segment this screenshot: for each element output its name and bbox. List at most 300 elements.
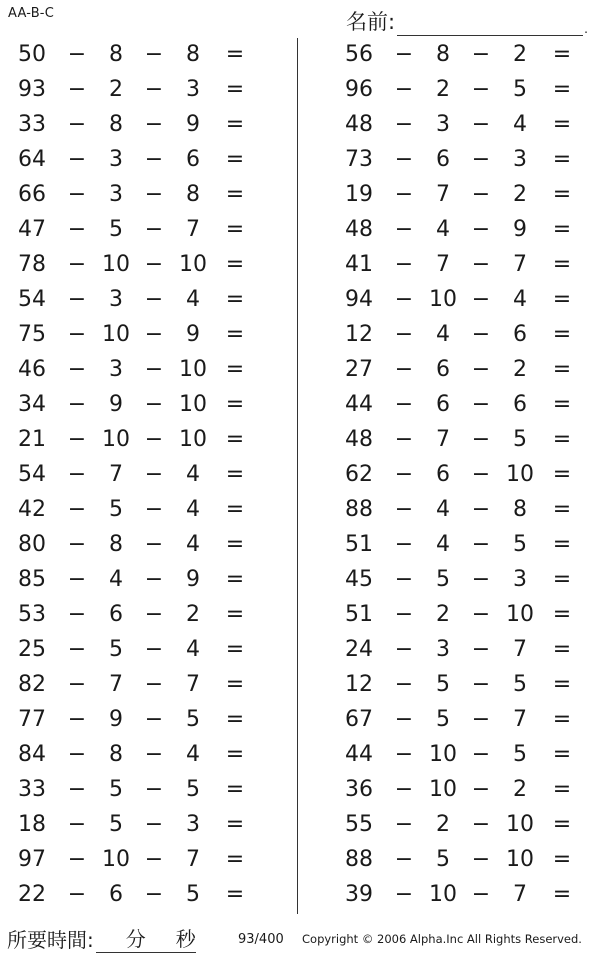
minus-sign: −: [471, 252, 491, 277]
problem-row: [0, 493, 280, 528]
subtrahend-2: 5: [513, 532, 527, 557]
minus-sign: −: [394, 147, 414, 172]
equals-sign: =: [552, 637, 572, 662]
subtrahend-1: 7: [436, 182, 450, 207]
subtrahend-2: 4: [186, 637, 200, 662]
equals-sign: =: [225, 602, 245, 627]
equals-sign: =: [225, 882, 245, 907]
subtrahend-2: 3: [186, 77, 200, 102]
subtrahend-2: 8: [186, 182, 200, 207]
subtrahend-2: 3: [513, 567, 527, 592]
subtrahend-1: 6: [436, 462, 450, 487]
problem-row: [327, 388, 600, 423]
problem-row: [0, 73, 280, 108]
minuend: 54: [18, 462, 46, 487]
minus-sign: −: [471, 147, 491, 172]
minuend: 56: [345, 42, 373, 67]
subtrahend-2: 10: [179, 357, 207, 382]
subtrahend-1: 8: [109, 532, 123, 557]
subtrahend-1: 5: [436, 847, 450, 872]
subtrahend-1: 9: [109, 392, 123, 417]
minuend: 62: [345, 462, 373, 487]
minutes-label: 分: [125, 927, 146, 951]
minus-sign: −: [471, 112, 491, 137]
problem-row: [327, 73, 600, 108]
minuend: 47: [18, 217, 46, 242]
problem-row: [327, 808, 600, 843]
problem-row: [327, 493, 600, 528]
minus-sign: −: [144, 672, 164, 697]
subtrahend-1: 5: [436, 672, 450, 697]
minus-sign: −: [144, 42, 164, 67]
subtrahend-2: 5: [513, 742, 527, 767]
subtrahend-1: 7: [436, 427, 450, 452]
subtrahend-1: 5: [109, 497, 123, 522]
subtrahend-2: 8: [186, 42, 200, 67]
minus-sign: −: [144, 77, 164, 102]
minus-sign: −: [67, 812, 87, 837]
minuend: 48: [345, 112, 373, 137]
subtrahend-1: 8: [109, 742, 123, 767]
subtrahend-2: 5: [513, 672, 527, 697]
minus-sign: −: [471, 742, 491, 767]
minuend: 24: [345, 637, 373, 662]
minuend: 44: [345, 742, 373, 767]
problem-row: [0, 773, 280, 808]
problem-row: [0, 738, 280, 773]
minuend: 82: [18, 672, 46, 697]
minus-sign: −: [394, 812, 414, 837]
name-field[interactable]: [346, 6, 588, 36]
name-label: 名前:: [346, 10, 396, 34]
problem-row: [0, 843, 280, 878]
problem-row: [327, 563, 600, 598]
time-slot[interactable]: [96, 928, 196, 953]
problem-row: [327, 878, 600, 913]
minuend: 12: [345, 672, 373, 697]
minus-sign: −: [144, 182, 164, 207]
subtrahend-1: 7: [109, 672, 123, 697]
subtrahend-1: 3: [109, 287, 123, 312]
minus-sign: −: [471, 462, 491, 487]
minus-sign: −: [394, 392, 414, 417]
subtrahend-1: 9: [109, 707, 123, 732]
subtrahend-1: 5: [109, 637, 123, 662]
equals-sign: =: [552, 567, 572, 592]
subtrahend-2: 9: [186, 112, 200, 137]
minus-sign: −: [144, 112, 164, 137]
minus-sign: −: [471, 497, 491, 522]
minus-sign: −: [67, 602, 87, 627]
minus-sign: −: [67, 567, 87, 592]
minuend: 80: [18, 532, 46, 557]
subtrahend-2: 6: [513, 322, 527, 347]
minus-sign: −: [471, 322, 491, 347]
problem-row: [0, 143, 280, 178]
subtrahend-1: 6: [109, 602, 123, 627]
subtrahend-1: 8: [436, 42, 450, 67]
minuend: 48: [345, 427, 373, 452]
minus-sign: −: [394, 112, 414, 137]
problem-row: [0, 38, 280, 73]
problem-row: [327, 248, 600, 283]
subtrahend-2: 2: [186, 602, 200, 627]
problem-row: [327, 213, 600, 248]
minuend: 51: [345, 532, 373, 557]
minuend: 67: [345, 707, 373, 732]
minuend: 34: [18, 392, 46, 417]
minus-sign: −: [67, 217, 87, 242]
problem-row: [327, 458, 600, 493]
minus-sign: −: [394, 532, 414, 557]
minus-sign: −: [394, 287, 414, 312]
minus-sign: −: [67, 847, 87, 872]
copyright-notice: Copyright © 2006 Alpha.Inc All Rights Reserved.: [302, 932, 582, 946]
subtrahend-2: 10: [506, 602, 534, 627]
problem-row: [0, 878, 280, 913]
minuend: 42: [18, 497, 46, 522]
subtrahend-2: 6: [186, 147, 200, 172]
minus-sign: −: [394, 882, 414, 907]
equals-sign: =: [552, 322, 572, 347]
seconds-label: 秒: [175, 927, 196, 951]
subtrahend-2: 7: [513, 252, 527, 277]
subtrahend-1: 10: [102, 252, 130, 277]
equals-sign: =: [225, 742, 245, 767]
minuend: 78: [18, 252, 46, 277]
subtrahend-2: 5: [186, 707, 200, 732]
minus-sign: −: [67, 42, 87, 67]
minus-sign: −: [471, 637, 491, 662]
minus-sign: −: [394, 462, 414, 487]
minuend: 18: [18, 812, 46, 837]
minus-sign: −: [67, 147, 87, 172]
problem-row: [0, 633, 280, 668]
minus-sign: −: [471, 812, 491, 837]
subtrahend-2: 4: [186, 287, 200, 312]
minus-sign: −: [67, 112, 87, 137]
subtrahend-1: 5: [436, 567, 450, 592]
equals-sign: =: [225, 287, 245, 312]
minus-sign: −: [471, 602, 491, 627]
minuend: 66: [18, 182, 46, 207]
subtrahend-1: 4: [436, 322, 450, 347]
equals-sign: =: [552, 882, 572, 907]
equals-sign: =: [552, 812, 572, 837]
minus-sign: −: [471, 287, 491, 312]
subtrahend-2: 10: [179, 252, 207, 277]
subtrahend-1: 10: [429, 287, 457, 312]
minus-sign: −: [471, 672, 491, 697]
subtrahend-2: 5: [513, 427, 527, 452]
subtrahend-2: 10: [179, 392, 207, 417]
minus-sign: −: [144, 497, 164, 522]
subtrahend-2: 4: [513, 287, 527, 312]
minuend: 22: [18, 882, 46, 907]
subtrahend-2: 3: [186, 812, 200, 837]
minus-sign: −: [144, 742, 164, 767]
equals-sign: =: [552, 392, 572, 417]
subtrahend-1: 10: [102, 322, 130, 347]
equals-sign: =: [225, 567, 245, 592]
problem-row: [327, 633, 600, 668]
subtrahend-2: 9: [186, 567, 200, 592]
problem-row: [327, 598, 600, 633]
problem-row: [327, 423, 600, 458]
problem-row: [327, 843, 600, 878]
subtrahend-1: 5: [109, 777, 123, 802]
minus-sign: −: [394, 252, 414, 277]
problem-row: [0, 213, 280, 248]
minus-sign: −: [144, 252, 164, 277]
minuend: 88: [345, 847, 373, 872]
minus-sign: −: [144, 637, 164, 662]
minuend: 45: [345, 567, 373, 592]
equals-sign: =: [552, 777, 572, 802]
name-end-mark: .: [584, 22, 588, 36]
minus-sign: −: [67, 427, 87, 452]
subtrahend-1: 10: [102, 847, 130, 872]
minus-sign: −: [471, 392, 491, 417]
problem-row: [0, 563, 280, 598]
equals-sign: =: [225, 217, 245, 242]
minuend: 48: [345, 217, 373, 242]
equals-sign: =: [552, 462, 572, 487]
minus-sign: −: [394, 777, 414, 802]
minus-sign: −: [471, 707, 491, 732]
minuend: 19: [345, 182, 373, 207]
subtrahend-1: 5: [109, 812, 123, 837]
equals-sign: =: [552, 112, 572, 137]
minus-sign: −: [394, 637, 414, 662]
minus-sign: −: [144, 602, 164, 627]
minus-sign: −: [394, 847, 414, 872]
minus-sign: −: [471, 532, 491, 557]
minuend: 96: [345, 77, 373, 102]
minus-sign: −: [67, 322, 87, 347]
equals-sign: =: [552, 147, 572, 172]
time-label: 所要時間:: [7, 928, 94, 952]
equals-sign: =: [552, 252, 572, 277]
minus-sign: −: [144, 217, 164, 242]
equals-sign: =: [552, 742, 572, 767]
name-underline[interactable]: [397, 13, 583, 36]
problem-row: [0, 353, 280, 388]
minuend: 39: [345, 882, 373, 907]
time-taken-field: [7, 924, 196, 953]
minuend: 75: [18, 322, 46, 347]
minus-sign: −: [67, 637, 87, 662]
minuend: 97: [18, 847, 46, 872]
minus-sign: −: [67, 742, 87, 767]
problem-row: [0, 178, 280, 213]
equals-sign: =: [552, 217, 572, 242]
subtrahend-2: 6: [513, 392, 527, 417]
minus-sign: −: [144, 462, 164, 487]
left-problem-column: [0, 38, 280, 913]
subtrahend-1: 6: [436, 392, 450, 417]
equals-sign: =: [552, 602, 572, 627]
subtrahend-2: 4: [513, 112, 527, 137]
minus-sign: −: [144, 812, 164, 837]
minus-sign: −: [144, 427, 164, 452]
minuend: 27: [345, 357, 373, 382]
minus-sign: −: [471, 182, 491, 207]
minus-sign: −: [144, 567, 164, 592]
equals-sign: =: [225, 497, 245, 522]
equals-sign: =: [225, 77, 245, 102]
minuend: 33: [18, 112, 46, 137]
minus-sign: −: [471, 777, 491, 802]
minus-sign: −: [394, 322, 414, 347]
equals-sign: =: [225, 42, 245, 67]
equals-sign: =: [225, 812, 245, 837]
minus-sign: −: [394, 182, 414, 207]
minus-sign: −: [394, 672, 414, 697]
minus-sign: −: [394, 497, 414, 522]
problem-row: [327, 318, 600, 353]
equals-sign: =: [225, 357, 245, 382]
problem-row: [0, 283, 280, 318]
minuend: 21: [18, 427, 46, 452]
minus-sign: −: [471, 42, 491, 67]
subtrahend-2: 7: [186, 847, 200, 872]
equals-sign: =: [225, 847, 245, 872]
subtrahend-1: 10: [429, 742, 457, 767]
minus-sign: −: [67, 392, 87, 417]
subtrahend-1: 3: [109, 147, 123, 172]
minus-sign: −: [394, 77, 414, 102]
equals-sign: =: [225, 252, 245, 277]
subtrahend-2: 10: [506, 847, 534, 872]
minuend: 53: [18, 602, 46, 627]
column-divider: [297, 38, 298, 914]
equals-sign: =: [552, 77, 572, 102]
problem-row: [0, 598, 280, 633]
subtrahend-2: 4: [186, 742, 200, 767]
minus-sign: −: [394, 427, 414, 452]
minus-sign: −: [471, 357, 491, 382]
subtrahend-2: 9: [186, 322, 200, 347]
minus-sign: −: [144, 322, 164, 347]
subtrahend-1: 3: [109, 182, 123, 207]
minus-sign: −: [67, 182, 87, 207]
subtrahend-1: 6: [436, 357, 450, 382]
subtrahend-2: 10: [506, 812, 534, 837]
minuend: 51: [345, 602, 373, 627]
equals-sign: =: [225, 777, 245, 802]
minus-sign: −: [144, 532, 164, 557]
subtrahend-2: 5: [186, 777, 200, 802]
minus-sign: −: [144, 287, 164, 312]
subtrahend-2: 7: [186, 672, 200, 697]
minus-sign: −: [394, 707, 414, 732]
subtrahend-1: 2: [436, 812, 450, 837]
equals-sign: =: [552, 532, 572, 557]
problem-row: [327, 738, 600, 773]
equals-sign: =: [225, 392, 245, 417]
subtrahend-2: 7: [513, 882, 527, 907]
equals-sign: =: [552, 42, 572, 67]
subtrahend-1: 6: [109, 882, 123, 907]
subtrahend-1: 2: [436, 77, 450, 102]
subtrahend-2: 8: [513, 497, 527, 522]
minus-sign: −: [471, 217, 491, 242]
equals-sign: =: [552, 497, 572, 522]
minuend: 46: [18, 357, 46, 382]
subtrahend-1: 7: [109, 462, 123, 487]
worksheet-code: AA-B-C: [8, 6, 54, 21]
minuend: 25: [18, 637, 46, 662]
equals-sign: =: [552, 287, 572, 312]
subtrahend-2: 10: [506, 462, 534, 487]
subtrahend-2: 9: [513, 217, 527, 242]
subtrahend-1: 3: [436, 112, 450, 137]
problem-row: [0, 528, 280, 563]
subtrahend-2: 3: [513, 147, 527, 172]
minus-sign: −: [471, 77, 491, 102]
minuend: 33: [18, 777, 46, 802]
minuend: 64: [18, 147, 46, 172]
minuend: 50: [18, 42, 46, 67]
minus-sign: −: [67, 357, 87, 382]
equals-sign: =: [225, 427, 245, 452]
subtrahend-1: 4: [436, 532, 450, 557]
equals-sign: =: [225, 672, 245, 697]
problem-row: [327, 108, 600, 143]
minus-sign: −: [144, 707, 164, 732]
minus-sign: −: [144, 882, 164, 907]
subtrahend-2: 7: [513, 707, 527, 732]
subtrahend-2: 7: [513, 637, 527, 662]
minus-sign: −: [67, 882, 87, 907]
minuend: 77: [18, 707, 46, 732]
minus-sign: −: [67, 672, 87, 697]
subtrahend-2: 2: [513, 777, 527, 802]
subtrahend-1: 8: [109, 112, 123, 137]
minuend: 84: [18, 742, 46, 767]
subtrahend-2: 10: [179, 427, 207, 452]
equals-sign: =: [552, 182, 572, 207]
minus-sign: −: [471, 567, 491, 592]
problem-row: [327, 178, 600, 213]
subtrahend-1: 8: [109, 42, 123, 67]
minuend: 36: [345, 777, 373, 802]
equals-sign: =: [552, 357, 572, 382]
minus-sign: −: [471, 882, 491, 907]
subtrahend-1: 10: [102, 427, 130, 452]
subtrahend-1: 3: [109, 357, 123, 382]
subtrahend-2: 5: [513, 77, 527, 102]
equals-sign: =: [225, 182, 245, 207]
right-problem-column: [327, 38, 600, 913]
minus-sign: −: [394, 742, 414, 767]
problem-row: [0, 108, 280, 143]
minus-sign: −: [144, 777, 164, 802]
minus-sign: −: [394, 567, 414, 592]
minus-sign: −: [394, 602, 414, 627]
minus-sign: −: [471, 427, 491, 452]
minuend: 93: [18, 77, 46, 102]
minuend: 85: [18, 567, 46, 592]
minus-sign: −: [67, 462, 87, 487]
minus-sign: −: [144, 357, 164, 382]
subtrahend-2: 2: [513, 42, 527, 67]
equals-sign: =: [225, 147, 245, 172]
equals-sign: =: [225, 532, 245, 557]
minus-sign: −: [67, 77, 87, 102]
subtrahend-1: 10: [429, 777, 457, 802]
